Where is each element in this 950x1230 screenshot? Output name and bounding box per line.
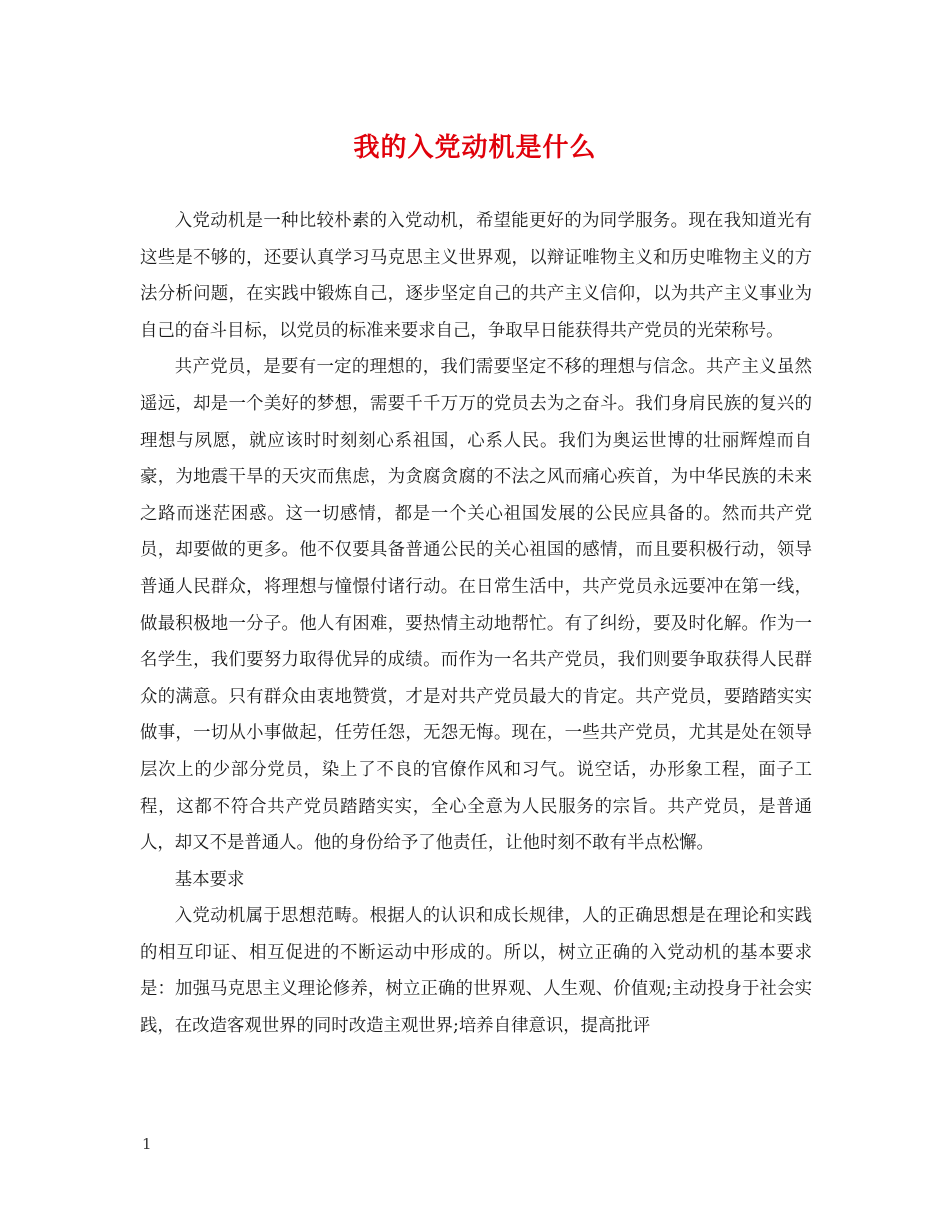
section-heading-basic-requirements: 基本要求	[174, 869, 245, 890]
paragraph-party-member-ideals: 共产党员，是要有一定的理想的，我们需要坚定不移的理想与信念。共产主义虽然遥远，却是一个美好的梦想，需要千千万万的党员去为之奋斗。我们身肩民族的复兴的理想与夙愿，就应该时时刻刻心系祖国，心系人民。我们为奥运世博的壮丽辉煌而自豪，为地震干旱的天灾而焦虑，为贪腐贪腐的不法之风而痛心疾首，为中华民族的未来之路而迷茫困惑。这一切感情，都是一个关心祖国发展的公民应具备的。然而共产党员，却要做的更多。他不仅要具备普通公民的关心祖国的感情，而且要积极行动，领导普通人民群众，将理想与憧憬付诸行动。在日常生活中，共产党员永远要冲在第一线，做最积极地一分子。他人有困难，要热情主动地帮忙。有了纠纷，要及时化解。作为一名学生，我们要努力取得优异的成绩。而作为一名共产党员，我们则要争取获得人民群众的满意。只有群众由衷地赞赏，才是对共产党员最大的肯定。共产党员，要踏踏实实做事，一切从小事做起，任劳任怨，无怨无悔。现在，一些共产党员，尤其是处在领导层次上的少部分党员，染上了不良的官僚作风和习气。说空话，办形象工程，面子工程，这都不符合共产党员踏踏实实，全心全意为人民服务的宗旨。共产党员，是普通人，却又不是普通人。他的身份给予了他责任，让他时刻不敢有半点松懈。	[140, 357, 812, 854]
paragraph-motivation-intro: 入党动机是一种比较朴素的入党动机，希望能更好的为同学服务。现在我知道光有这些是不够的，还要认真学习马克思主义世界观，以辩证唯物主义和历史唯物主义的方法分析问题，在实践中锻炼自己，逐步坚定自己的共产主义信仰，以为共产主义事业为自己的奋斗目标，以党员的标准来要求自己，争取早日能获得共产党员的光荣称号。	[140, 211, 812, 341]
paragraph-basic-requirements: 入党动机属于思想范畴。根据人的认识和成长规律，人的正确思想是在理论和实践的相互印证、相互促进的不断运动中形成的。所以，树立正确的入党动机的基本要求是：加强马克思主义理论修养，树立正确的世界观、人生观、价值观;主动投身于社会实践，在改造客观世界的同时改造主观世界;培养自律意识，提高批评	[140, 906, 812, 1037]
document-body	[140, 203, 812, 1045]
document-title: 我的入党动机是什么	[353, 133, 597, 163]
page-number: 1	[142, 1135, 152, 1153]
